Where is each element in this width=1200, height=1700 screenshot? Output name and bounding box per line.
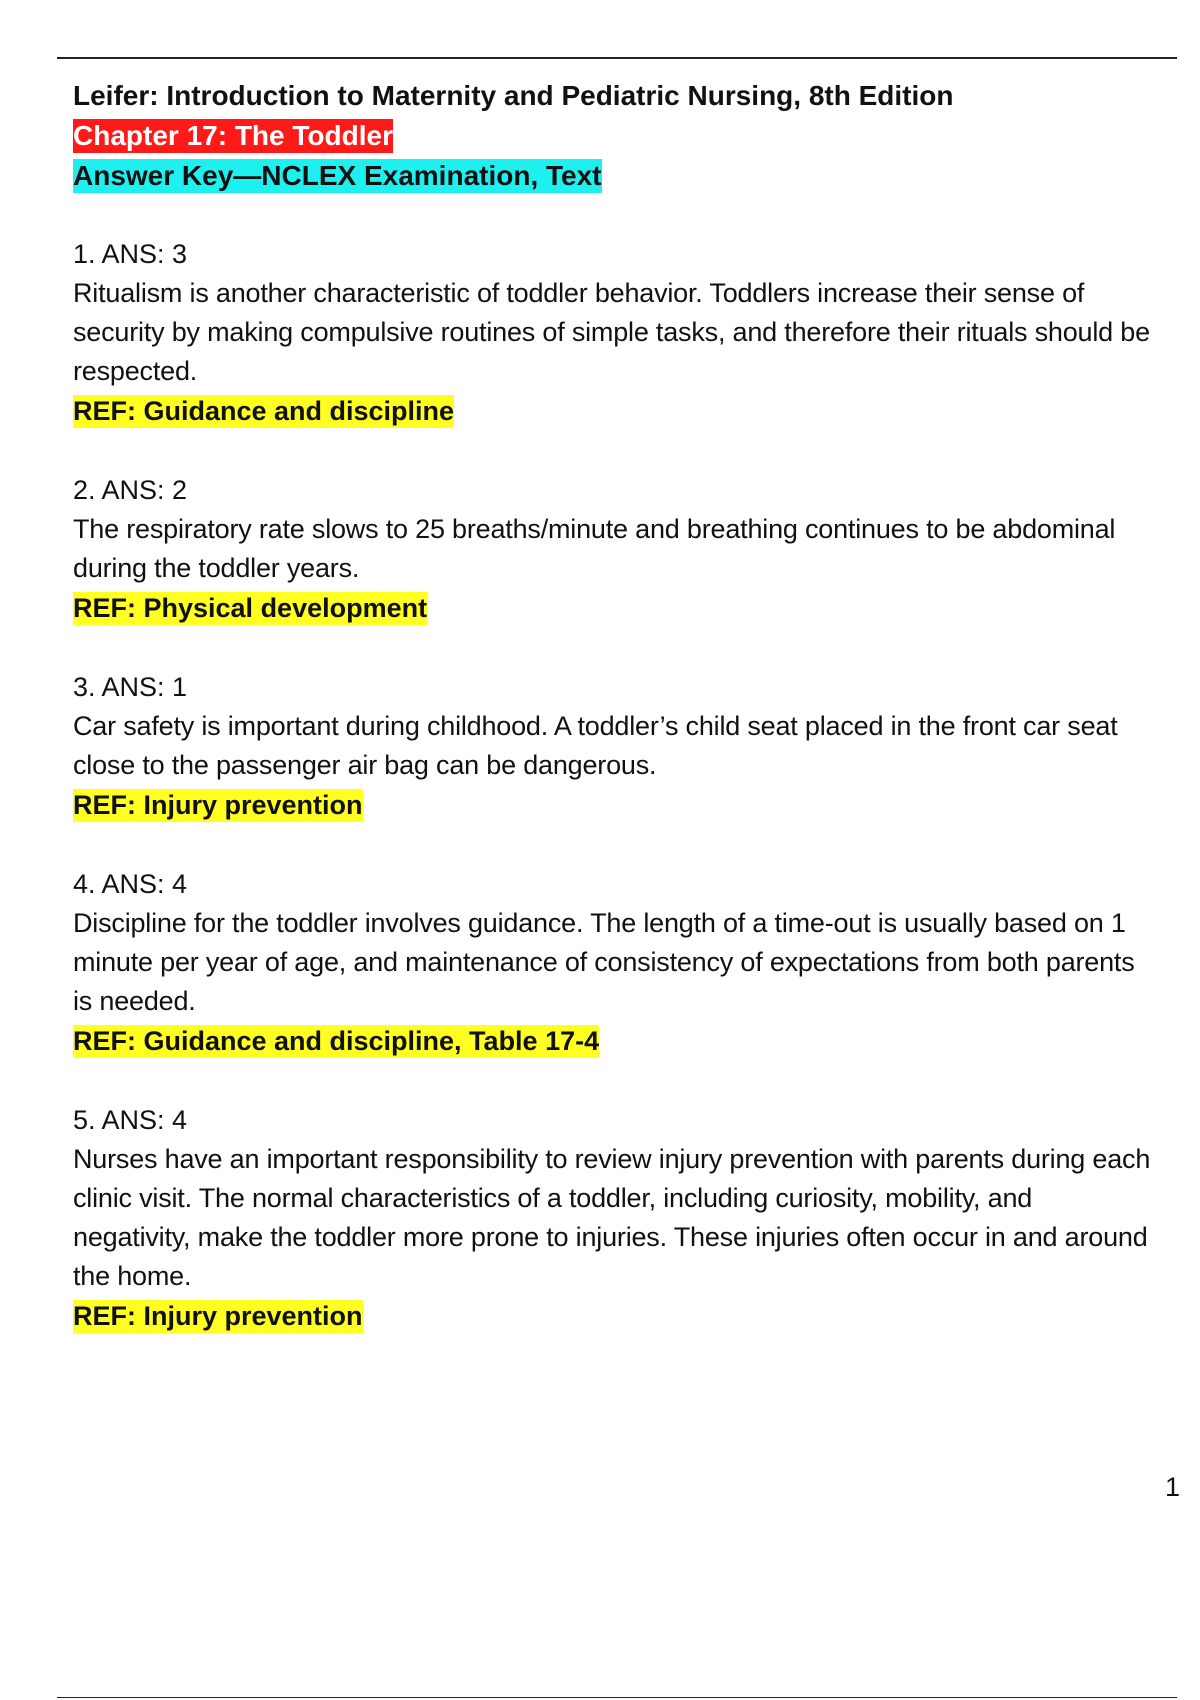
answer-reference-text: REF: Guidance and discipline — [73, 396, 455, 426]
answer-label: 3. ANS: 1 — [73, 672, 188, 702]
answer-rationale: Nurses have an important responsibility to review injury prevention with parents during each clinic visit. The normal characteristics of a toddler, including curiosity, mobility, and negativity, make the toddler more prone to injuries. These injuries often occur in and around the home. — [73, 1144, 1151, 1291]
answer-item — [73, 470, 1153, 628]
answer-reference — [73, 588, 1153, 628]
page-content — [73, 76, 1153, 1375]
answer-label: 4. ANS: 4 — [73, 869, 188, 899]
answer-reference-text: REF: Injury prevention — [73, 790, 363, 820]
answer-item — [73, 864, 1153, 1061]
answer-rationale: Discipline for the toddler involves guidance. The length of a time-out is usually based on 1 minute per year of age, and maintenance of consistency of expectations from both parents is needed. — [73, 908, 1135, 1016]
answer-label: 2. ANS: 2 — [73, 475, 188, 505]
answer-list — [73, 234, 1153, 1336]
answer-reference-text: REF: Injury prevention — [73, 1301, 363, 1331]
answer-reference — [73, 391, 1153, 431]
chapter-title-text: Chapter 17: The Toddler — [73, 120, 393, 151]
answer-reference — [73, 785, 1153, 825]
section-title-text: Answer Key—NCLEX Examination, Text — [73, 160, 602, 191]
top-rule — [57, 57, 1177, 59]
answer-rationale: The respiratory rate slows to 25 breaths/minute and breathing continues to be abdominal during the toddler years. — [73, 514, 1116, 583]
answer-label: 5. ANS: 4 — [73, 1105, 188, 1135]
answer-label: 1. ANS: 3 — [73, 239, 188, 269]
answer-reference — [73, 1021, 1153, 1061]
chapter-title — [73, 116, 1153, 156]
answer-reference-text: REF: Physical development — [73, 593, 428, 623]
answer-reference-text: REF: Guidance and discipline, Table 17-4 — [73, 1026, 600, 1056]
section-title — [73, 156, 1153, 196]
book-title-text: Leifer: Introduction to Maternity and Pediatric Nursing, 8th Edition — [73, 80, 954, 111]
answer-rationale: Car safety is important during childhood. A toddler’s child seat placed in the front car seat close to the passenger air bag can be dangerous. — [73, 711, 1118, 780]
answer-reference — [73, 1296, 1153, 1336]
answer-item — [73, 1100, 1153, 1336]
page-number: 1 — [1164, 1472, 1180, 1502]
bottom-rule — [57, 1697, 1177, 1698]
answer-item — [73, 234, 1153, 431]
answer-rationale: Ritualism is another characteristic of toddler behavior. Toddlers increase their sense of security by making compulsive routines of simple tasks, and therefore their rituals should be respected. — [73, 278, 1150, 386]
book-title — [73, 76, 1153, 116]
answer-item — [73, 667, 1153, 825]
